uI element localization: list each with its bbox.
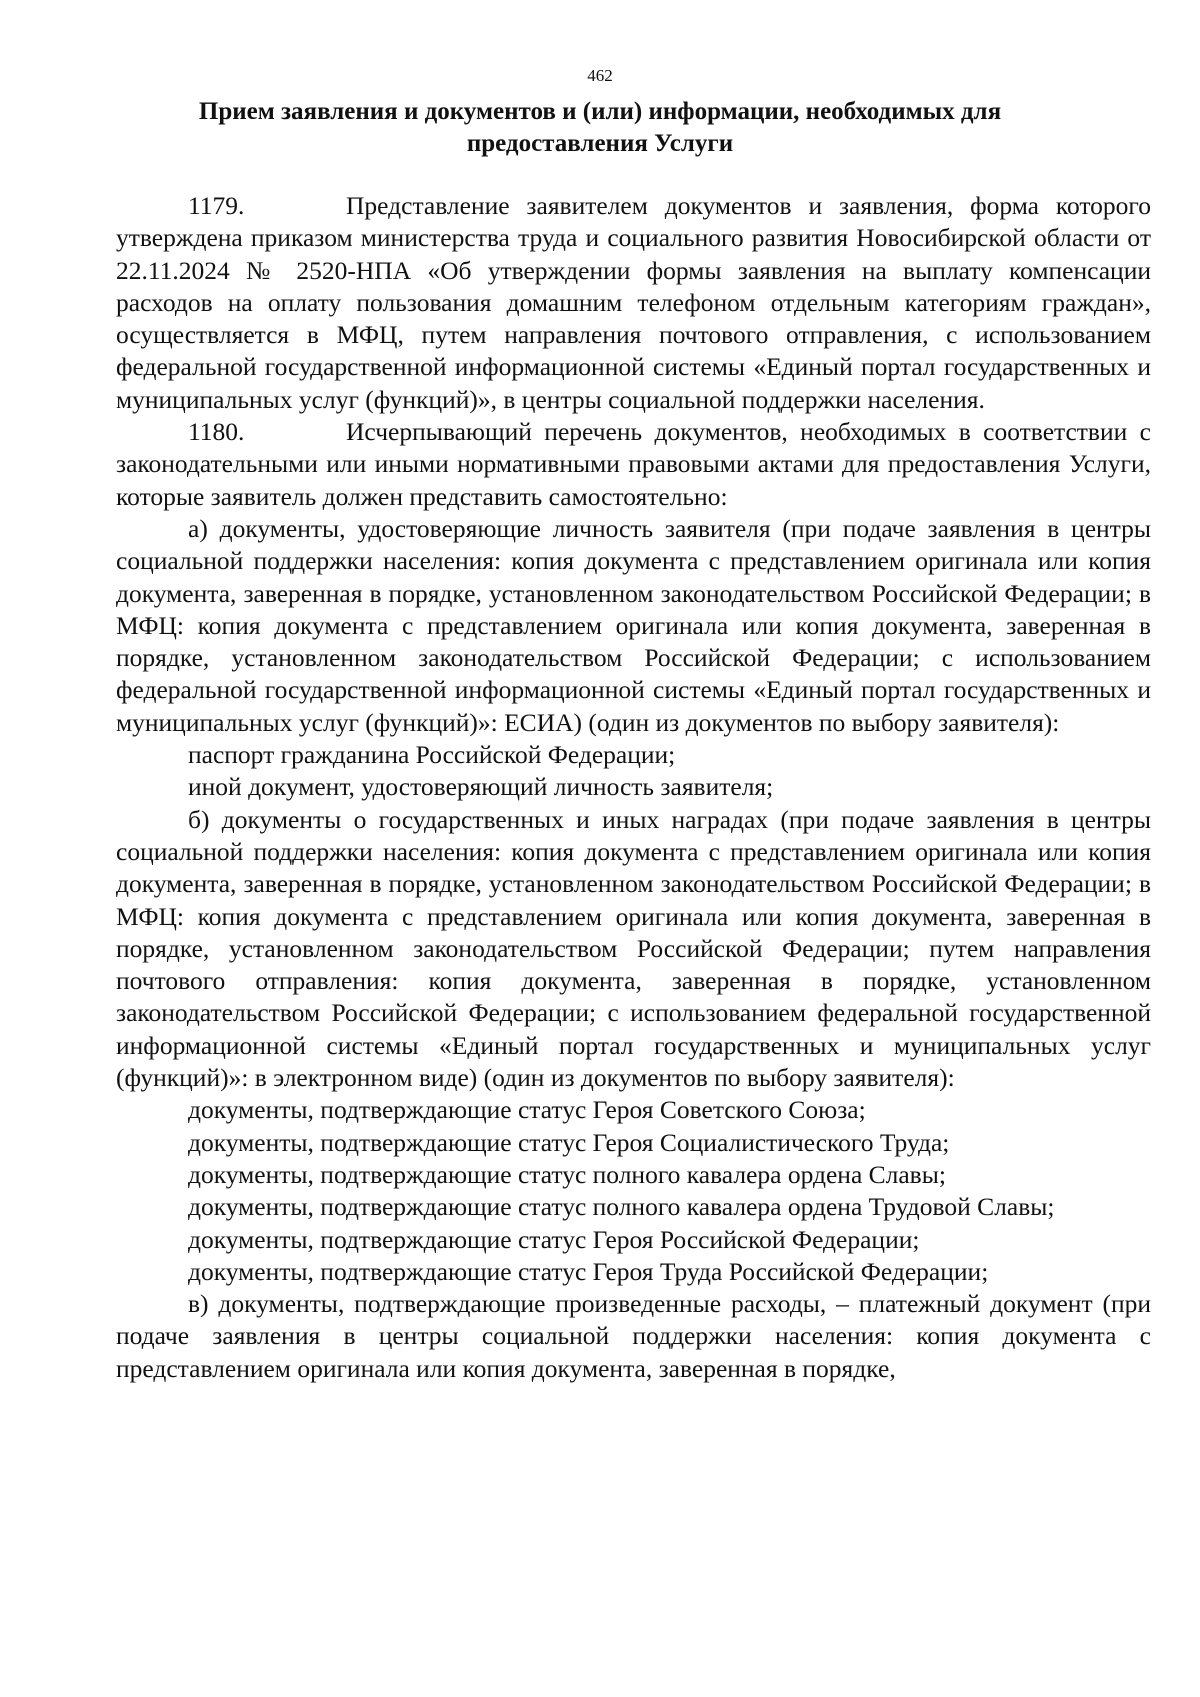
clause-number: 1179. bbox=[188, 191, 245, 220]
clause-text: Исчерпывающий перечень документов, необходимых в соответствии с законодательными или иными нормативными правовыми актами для предоставления Услуги, которые заявитель должен представить самостоятельно: bbox=[116, 417, 1151, 511]
clause-text: Представление заявителем документов и заявления, форма которого утверждена приказом министерства труда и социального развития Новосибирской области от 22.11.2024 № 2520-НПА «Об утверждении формы заявления на выплату компенсации расходов на оплату пользования домашним телефоном отдельным категориям граждан», осуществляется в МФЦ, путем направления почтового отправления, с использованием федеральной государственной информационной системы «Единый портал государственных и муниципальных услуг (функций)», в центры социальной поддержки населения. bbox=[116, 191, 1151, 414]
clause-1179 bbox=[116, 190, 1151, 416]
clause-1180 bbox=[116, 416, 1151, 513]
subparagraph-b: б) документы о государственных и иных наградах (при подаче заявления в центры социальной поддержки населения: копия документа с представлением оригинала или копия документа, заверенная в порядке, установленном законодательством Российской Федерации; в МФЦ: копия документа с представлением оригинала или копия документа, заверенная в порядке, установленном законодательством Российской Федерации; путем направления почтового отправления: копия документа, заверенная в порядке, установленном законодательством Российской Федерации; с использованием федеральной государственной информационной системы «Единый портал государственных и муниципальных услуг (функций)»: в электронном виде) (один из документов по выбору заявителя): bbox=[116, 804, 1151, 1093]
list-item: документы, подтверждающие статус Героя Советского Союза; bbox=[188, 1095, 866, 1125]
clause-number: 1180. bbox=[188, 417, 245, 447]
list-item: документы, подтверждающие статус Героя Труда Российской Федерации; bbox=[188, 1256, 989, 1286]
document-body bbox=[116, 190, 1151, 1385]
list-item: документы, подтверждающие статус полного кавалера ордена Славы; bbox=[188, 1159, 946, 1189]
subparagraph-a: а) документы, удостоверяющие личность заявителя (при подаче заявления в центры социальной поддержки населения: копия документа с представлением оригинала или копия документа, заверенная в порядке, установленном законодательством Российской Федерации; в МФЦ: копия документа с представлением оригинала или копия документа, заверенная в порядке, установленном законодательством Российской Федерации; с использованием федеральной государственной информационной системы «Единый портал государственных и муниципальных услуг (функций)»: ЕСИА) (один из документов по выбору заявителя): bbox=[116, 513, 1151, 737]
list-item: документы, подтверждающие статус Героя Социалистического Труда; bbox=[188, 1127, 950, 1157]
list-item: паспорт гражданина Российской Федерации; bbox=[188, 740, 676, 770]
list-item: документы, подтверждающие статус полного кавалера ордена Трудовой Славы; bbox=[188, 1192, 1055, 1222]
list-item: документы, подтверждающие статус Героя Российской Федерации; bbox=[188, 1224, 920, 1254]
section-heading-line-1: Прием заявления и документов и (или) информации, необходимых для bbox=[198, 98, 1002, 125]
section-heading-line-2: предоставления Услуги bbox=[466, 130, 734, 157]
page-number: 462 bbox=[587, 66, 613, 85]
list-item: иной документ, удостоверяющий личность заявителя; bbox=[188, 772, 774, 802]
subparagraph-v: в) документы, подтверждающие произведенные расходы, – платежный документ (при подаче заявления в центры социальной поддержки населения: копия документа с представлением оригинала или копия документа, заверенная в порядке, bbox=[116, 1289, 1151, 1383]
section-heading bbox=[150, 96, 1050, 160]
